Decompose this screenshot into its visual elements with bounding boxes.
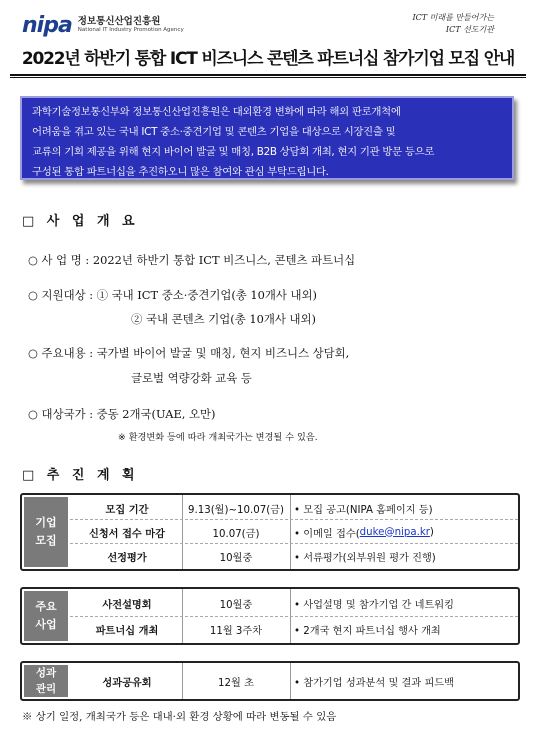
schedule-item: 신청서 접수 마감 — [89, 528, 165, 540]
intro-line-3: 교류의 기회 제공을 위해 현지 바이어 발굴 및 매칭, B2B 상담회 개최, 현지 기관 방문 등으로 — [32, 146, 435, 158]
country-line: ○ 대상국가 : 중동 2개국(UAE, 오만) — [28, 407, 216, 421]
intro-box — [20, 96, 514, 180]
schedule-desc: • 참가기업 성과분석 및 결과 피드백 — [294, 677, 454, 689]
schedule-desc — [290, 521, 522, 543]
slogan-line-2: ICT 선도기관 — [445, 25, 494, 34]
schedule-desc: • 사업설명 및 참가기업 간 네트워킹 — [294, 600, 454, 611]
nipa-logo-korean: 정보통신산업진흥원 — [77, 15, 161, 27]
schedule-date: 10.07(금) — [212, 528, 260, 540]
target-line-1: ○ 지원대상 : ① 국내 ICT 중소·중견기업(총 10개사 내외) — [28, 288, 318, 302]
schedule-group-main — [20, 587, 520, 645]
schedule-item: 모집 기간 — [105, 504, 149, 516]
target-line-2: ② 국내 콘텐츠 기업(총 10개사 내외) — [131, 312, 316, 326]
schedule-item: 선정평가 — [107, 552, 147, 564]
group-label-main: 주요 사업 — [24, 591, 68, 641]
intro-line-4: 구성된 통합 파트너십을 추진하오니 많은 참여와 관심 부탁드립니다. — [32, 166, 329, 178]
schedule-desc: • 2개국 현지 파트너십 행사 개최 — [294, 626, 441, 637]
plan-heading: □ 추 진 계 획 — [22, 468, 139, 483]
email-suffix: ) — [429, 526, 434, 538]
schedule-desc: • 모집 공고(NIPA 홈페이지 등) — [294, 504, 433, 516]
schedule-desc: • 서류평가(외부위원 평가 진행) — [294, 552, 436, 564]
slogan — [404, 12, 494, 36]
email-prefix: • 이메일 접수( — [294, 528, 360, 540]
schedule-date: 10월중 — [219, 552, 253, 564]
schedule-date: 10월중 — [219, 600, 253, 611]
group-label-performance: 성과 관리 — [24, 665, 68, 697]
title-underline — [10, 77, 526, 78]
email-link[interactable]: duke@nipa.kr — [359, 526, 430, 538]
overview-heading: □ 사 업 개 요 — [22, 214, 139, 229]
schedule-date: 11월 3주차 — [209, 626, 263, 637]
schedule-group-recruit — [20, 493, 520, 571]
project-name-line: ○ 사 업 명 : 2022년 하반기 통합 ICT 비즈니스, 콘텐츠 파트너십 — [28, 253, 356, 267]
schedule-item: 사전설명회 — [102, 600, 152, 611]
slogan-line-1: ICT 미래를 만들어가는 — [412, 13, 494, 22]
schedule-item: 성과공유회 — [102, 677, 152, 689]
page-title: 2022년 하반기 통합 ICT 비즈니스 콘텐츠 파트너십 참가기업 모집 안내 — [10, 46, 526, 76]
content-line-1: ○ 주요내용 : 국가별 바이어 발굴 및 매칭, 현지 비즈니스 상담회, — [28, 346, 350, 360]
footnote: ※ 상기 일정, 개최국가 등은 대내·외 환경 상황에 따라 변동될 수 있음 — [22, 711, 337, 723]
content-line-2: 글로벌 역량강화 교육 등 — [131, 371, 252, 385]
schedule-item: 파트너십 개최 — [95, 626, 159, 637]
country-note: ※ 환경변화 등에 따라 개최국가는 변경될 수 있음. — [118, 432, 318, 443]
intro-line-1: 과학기술정보통신부와 정보통신산업진흥원은 대외환경 변화에 따라 해외 판로개척에 — [32, 106, 401, 118]
schedule-date: 9.13(월)~10.07(금) — [188, 504, 284, 516]
schedule-group-performance — [20, 661, 520, 701]
nipa-logo-mark: nipa — [22, 12, 72, 38]
nipa-logo — [22, 12, 184, 38]
schedule-date: 12월 초 — [218, 677, 254, 689]
intro-line-2: 어려움을 겪고 있는 국내 ICT 중소·중견기업 및 콘텐츠 기업을 대상으로 시장진출 및 — [32, 126, 396, 138]
nipa-logo-english: National IT Industry Promotion Agency — [77, 27, 184, 33]
group-label-recruit: 기업 모집 — [24, 497, 68, 567]
